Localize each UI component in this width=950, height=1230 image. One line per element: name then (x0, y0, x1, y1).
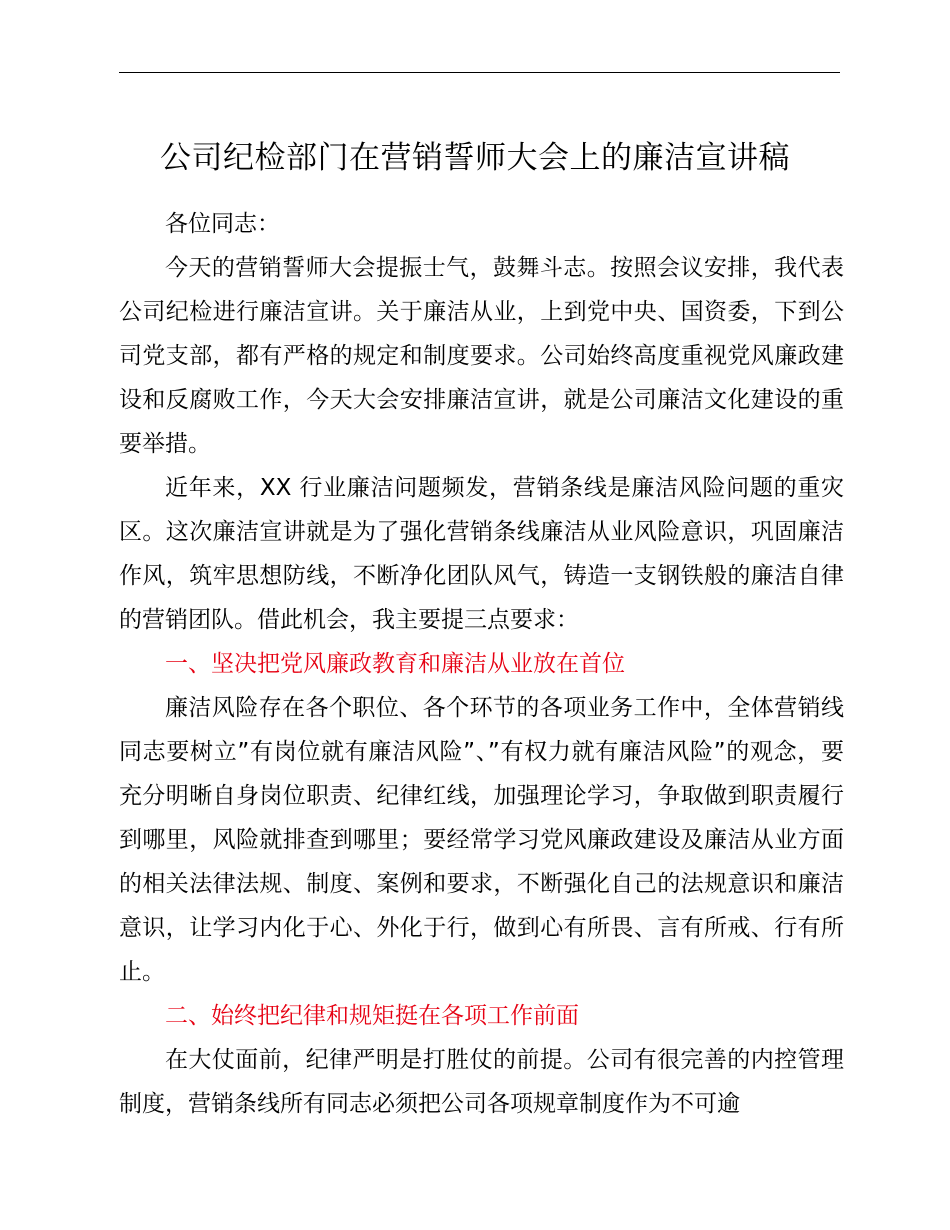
page-title: 公司纪检部门在营销誓师大会上的廉洁宣讲稿 (160, 140, 790, 176)
greeting: 各位同志： (165, 211, 280, 237)
section-heading-1: 一、坚决把党风廉政教育和廉洁从业放在首位 (165, 651, 625, 677)
section-heading-2: 二、始终把纪律和规矩挺在各项工作前面 (165, 1003, 579, 1029)
section-body-2: 在大仗面前，纪律严明是打胜仗的前提。公司有很完善的内控管理制度，营销条线所有同志必须把公司各项规章制度作为不可逾 (119, 1047, 844, 1117)
header-rule (119, 72, 840, 73)
paragraph-intro: 今天的营销誓师大会提振士气，鼓舞斗志。按照会议安排，我代表公司纪检进行廉洁宣讲。关于廉洁从业，上到党中央、国资委，下到公司党支部，都有严格的规定和制度要求。公司始终高度重视党风廉政建设和反腐败工作，今天大会安排廉洁宣讲，就是公司廉洁文化建设的重要举措。 (119, 255, 844, 457)
document-body (119, 202, 844, 1126)
paragraph-background: 近年来，XX 行业廉洁问题频发，营销条线是廉洁风险问题的重灾区。这次廉洁宣讲就是为了强化营销条线廉洁从业风险意识，巩固廉洁作风，筑牢思想防线，不断净化团队风气，铸造一支钢铁般的廉洁自律的营销团队。借此机会，我主要提三点要求： (119, 475, 844, 633)
section-body-1: 廉洁风险存在各个职位、各个环节的各项业务工作中，全体营销线同志要树立”有岗位就有廉洁风险”、”有权力就有廉洁风险”的观念，要充分明晰自身岗位职责、纪律红线，加强理论学习，争取做到职责履行到哪里，风险就排查到哪里；要经常学习党风廉政建设及廉洁从业方面的相关法律法规、制度、案例和要求，不断强化自己的法规意识和廉洁意识，让学习内化于心、外化于行，做到心有所畏、言有所戒、行有所止。 (119, 695, 844, 985)
